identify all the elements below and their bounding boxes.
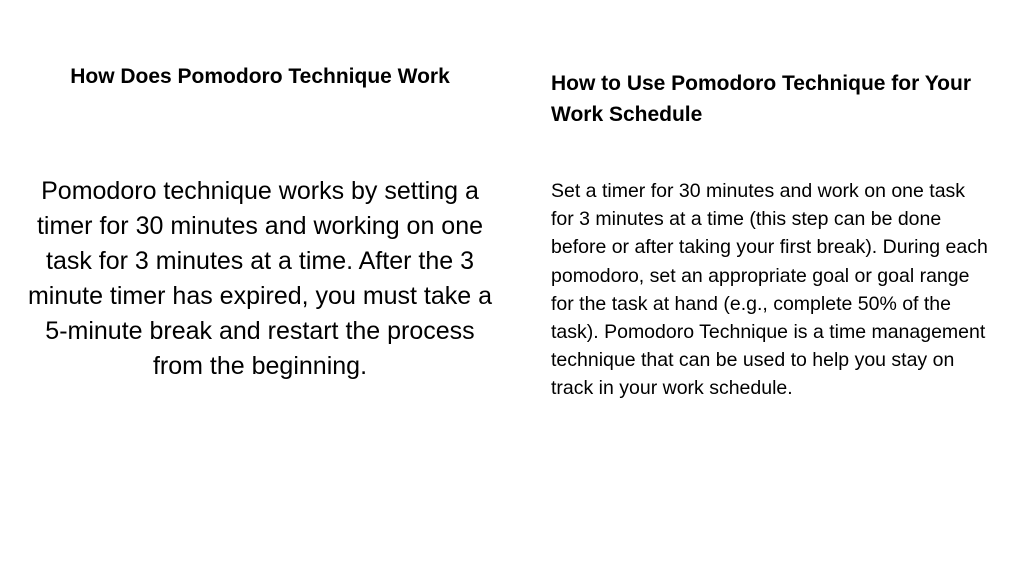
left-section-heading: How Does Pomodoro Technique Work [70,65,450,88]
right-section-heading: How to Use Pomodoro Technique for Your Work Schedule [551,72,972,126]
right-section-body: Set a timer for 30 minutes and work on one task for 3 minutes at a time (this step can be done before or after taking your first break). During each pomodoro, set an appropriate goal or goal range for the task at hand (e.g., complete 50% of the task). Pomodoro Technique is a time management technique that can be used to help you stay on track in your work schedule. [551,180,988,400]
left-section-body: Pomodoro technique works by setting a timer for 30 minutes and working on one task for 3 minutes at a time. After the 3 minute timer has expired, you must take a 5-minute break and restart the process from the beginning. [27,177,493,380]
